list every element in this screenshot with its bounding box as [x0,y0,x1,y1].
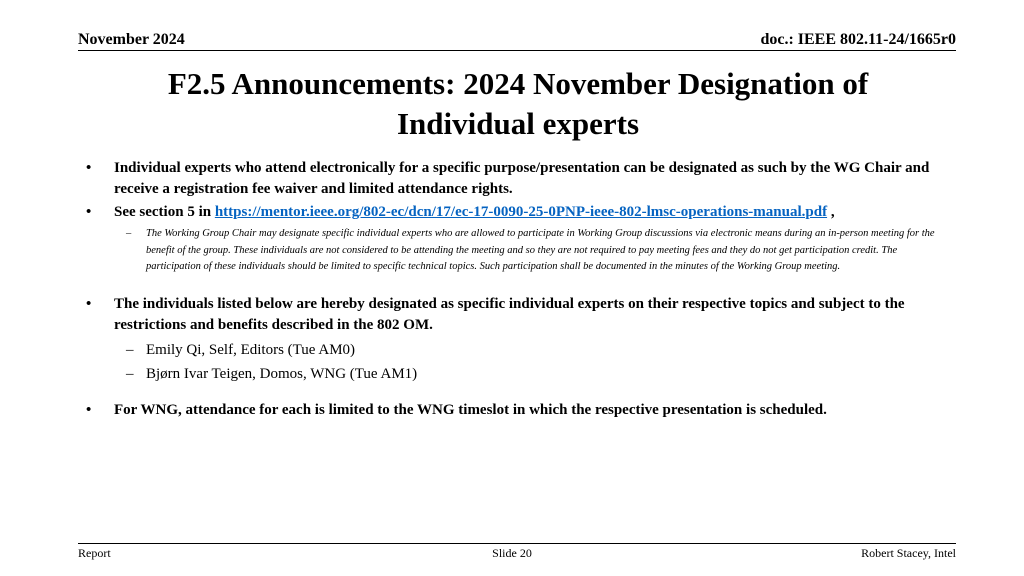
bullet-3-text: The individuals listed below are hereby designated as specific individual experts on their respective topics and subject to the restrictions and benefits described in the 802 OM. [114,295,905,333]
title-line-1: F2.5 Announcements: 2024 November Designation of [167,66,869,101]
bullet-marker: • [86,204,92,220]
header-date: November 2024 [78,31,185,48]
bullet-1 [80,158,950,200]
bullet-3 [80,294,950,336]
operations-manual-link[interactable]: https://mentor.ieee.org/802-ec/dcn/17/ec-17-0090-25-0PNP-ieee-802-lmsc-operations-manual.pdf [214,204,828,220]
bullet-2 [80,202,950,223]
footer-left: Report [78,546,111,560]
footer-slide-number: Slide 20 [492,546,532,560]
expert-item [80,338,950,362]
footer-author: Robert Stacey, Intel [861,546,956,560]
bullet-marker: • [86,160,92,176]
bullet-4-text: For WNG, attendance for each is limited to the WNG timeslot in which the respective presentation is scheduled. [114,401,827,418]
sub-bullet-marker: – [126,365,134,382]
spacer [80,276,950,294]
bullet-2-prefix: See section 5 in [114,204,215,220]
sub-bullet-marker: – [126,228,132,239]
expert-item [80,362,950,386]
header-doc-id: doc.: IEEE 802.11-24/1665r0 [760,31,956,48]
bullet-4 [80,400,950,421]
header-rule [78,50,956,51]
slide-title [80,64,956,144]
expert-name: Emily Qi, Self, Editors (Tue AM0) [146,341,356,358]
bullet-1-text: Individual experts who attend electronically for a specific purpose/presentation can be designated as such by the WG Chair and receive a registration fee waiver and limited attendance rights. [114,160,930,197]
footer-rule [78,543,956,544]
bullet-marker: • [86,401,92,418]
spacer [80,386,950,400]
slide-content [80,158,950,423]
om-quote-text: The Working Group Chair may designate specific individual experts who are allowed to participate in Working Group discussions via electronic means during an in-person meeting for the benefit of the group. These individuals are not considered to be attending the meeting and so they are not required to pay meeting fees and they do not get participation credit. The participation of these individuals should be limited to specific technical topics. Such participation shall be documented in the minutes of the Working Group meeting. [146,228,935,272]
expert-name: Bjørn Ivar Teigen, Domos, WNG (Tue AM1) [146,365,418,382]
bullet-marker: • [86,295,92,312]
om-quote [80,226,950,276]
sub-bullet-marker: – [126,341,134,358]
title-line-2: Individual experts [396,106,640,141]
bullet-2-suffix: , [827,204,835,220]
